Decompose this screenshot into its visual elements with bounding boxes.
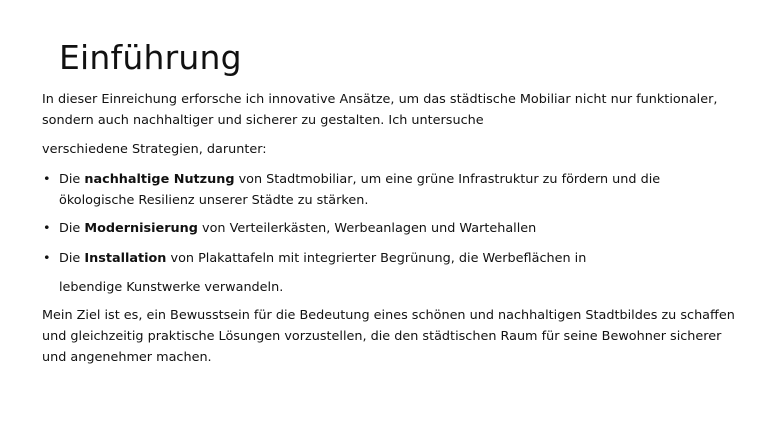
bullet-symbol: • — [43, 251, 51, 266]
bullet-prefix: Die — [59, 221, 85, 236]
bullet-prefix: Die — [59, 172, 85, 187]
bullet-text: von Stadtmobiliar, um eine grüne Infrastruktur zu fördern und die — [234, 172, 661, 187]
bullet-text: von Verteilerkästen, Werbeanlagen und Wartehallen — [197, 221, 537, 236]
bullet-item-1-continuation: ökologische Resilienz unserer Städte zu stärken. — [59, 193, 369, 208]
slide-title: Einführung — [59, 38, 242, 77]
bullet-symbol: • — [43, 172, 51, 187]
bullet-bold-term: nachhaltige Nutzung — [84, 172, 235, 187]
bullet-item-3 — [42, 248, 732, 269]
bullet-item-1 — [42, 169, 732, 190]
bullet-bold-term: Installation — [84, 251, 167, 266]
closing-line-1: Mein Ziel ist es, ein Bewusstsein für die Bedeutung eines schönen und nachhaltigen Stadtbildes zu schaffen — [42, 308, 735, 323]
bullet-prefix: Die — [59, 251, 85, 266]
bullet-item-2 — [42, 218, 732, 239]
strategies-line: verschiedene Strategien, darunter: — [42, 142, 267, 157]
intro-line-1: In dieser Einreichung erforsche ich innovative Ansätze, um das städtische Mobiliar nicht nur funktionaler, — [42, 92, 718, 107]
closing-line-2: und gleichzeitig praktische Lösungen vorzustellen, die den städtischen Raum für seine Bewohner sicherer — [42, 329, 722, 344]
bullet-text: von Plakattafeln mit integrierter Begrünung, die Werbeflächen in — [166, 251, 587, 266]
bullet-symbol: • — [43, 221, 51, 236]
closing-line-3: und angenehmer machen. — [42, 350, 212, 365]
bullet-item-3-continuation: lebendige Kunstwerke verwandeln. — [59, 280, 284, 295]
intro-line-2: sondern auch nachhaltiger und sicherer zu gestalten. Ich untersuche — [42, 113, 484, 128]
slide-body — [42, 89, 735, 368]
bullet-bold-term: Modernisierung — [84, 221, 198, 236]
